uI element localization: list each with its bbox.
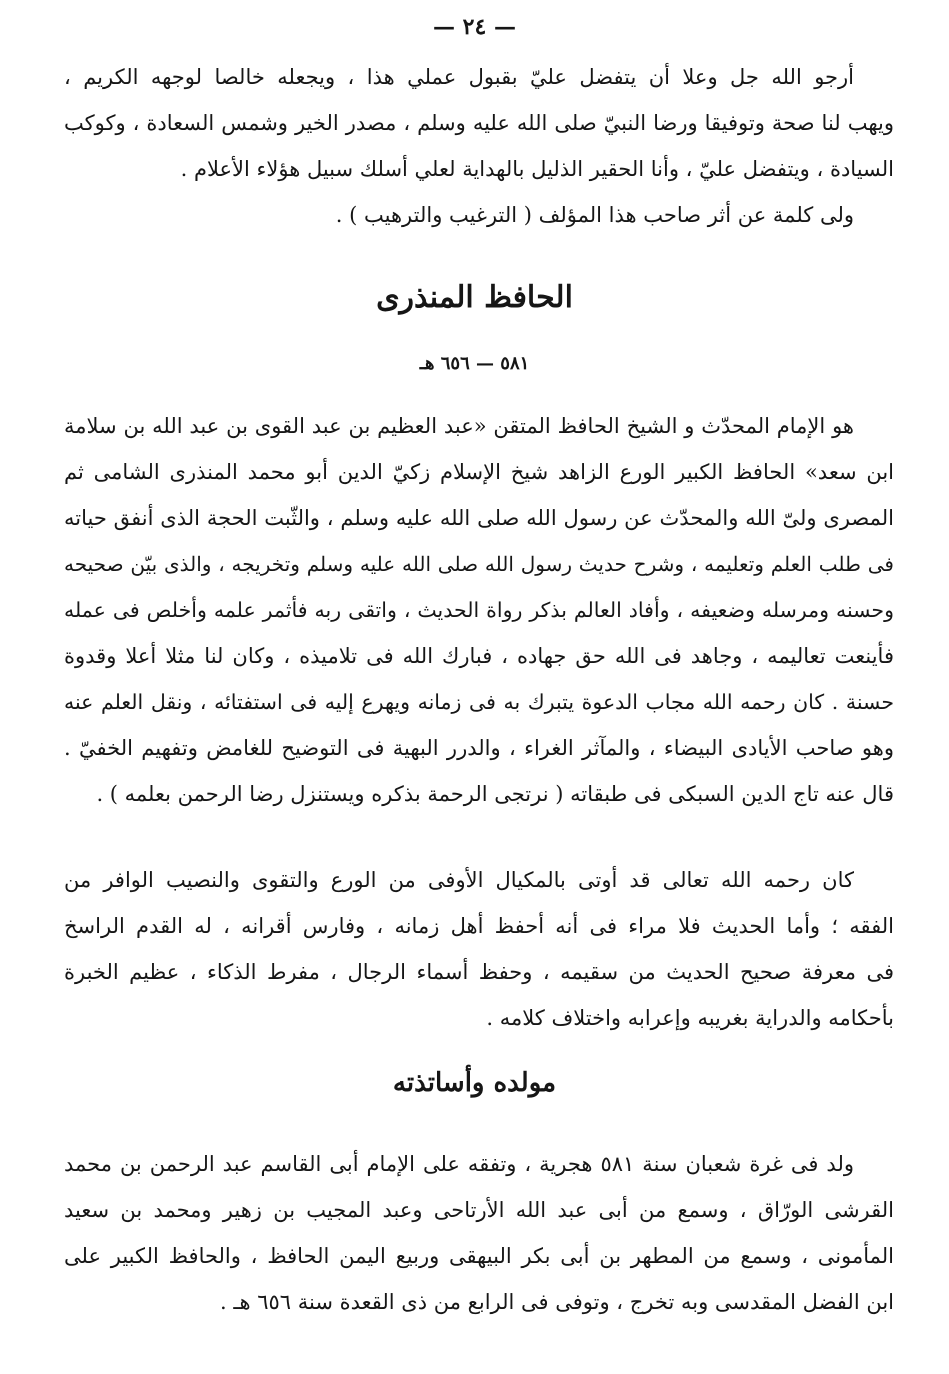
text-line: وهو صاحب الأيادى البيضاء ، والمآثر الغراء ، والدرر البهية فى التوضيح للغامض وتفهيم الخفيّ . (64, 736, 894, 760)
text-line: فى معرفة صحيح الحديث من سقيمه ، وحفظ أسماء الرجال ، مفرط الذكاء ، عظيم الخبرة (64, 960, 894, 984)
text-line: فأينعت تعاليمه ، وجاهد فى الله حق جهاده ، فبارك الله فى تلاميذه ، وكان لنا مثلا أعلا وقدوة (64, 644, 894, 668)
intro-paragraph (64, 54, 894, 238)
section-title: الحافظ المنذرى (376, 280, 573, 315)
text-line: أرجو الله جل وعلا أن يتفضل عليّ بقبول عملي هذا ، ويجعله خالصا لوجهه الكريم ، (64, 65, 854, 89)
text-line: بأحكامه والدراية بغريبه وإعرابه واختلاف كلامه . (486, 1006, 894, 1030)
text-line: كان رحمه الله تعالى قد أوتى بالمكيال الأوفى من الورع والتقوى والنصيب الوافر من (64, 868, 854, 892)
text-line: ويهب لنا صحة وتوفيقا ورضا النبيّ صلى الله عليه وسلم ، مصدر الخير وشمس السعادة ، وكوكب (64, 111, 894, 135)
text-line: ابن الفضل المقدسى وبه تخرج ، وتوفى فى الرابع من ذى القعدة سنة ٦٥٦ هـ . (219, 1290, 894, 1314)
text-line: وحسنه ومرسله وضعيفه ، وأفاد العالم بذكر رواة الحديث ، واتقى ربه فأثمر علمه وأخلص فى عمله (64, 598, 894, 622)
subsection-title: مولده وأساتذته (392, 1068, 557, 1098)
text-line: المأمونى ، وسمع من المطهر بن أبى بكر البيهقى وربيع اليمن الحافظ ، والحافظ الكبير على (64, 1244, 894, 1268)
text-line: هو الإمام المحدّث و الشيخ الحافظ المتقن «عبد العظيم بن عبد القوى بن عبد الله بن سلامة (64, 414, 854, 438)
qualities-paragraph (64, 857, 894, 1041)
text-line: المصرى ولىّ الله والمحدّث عن رسول الله صلى الله عليه وسلم ، والثّبت الحجة الذى أنفق حياته (64, 506, 894, 530)
birth-paragraph (64, 1141, 894, 1325)
text-line: الفقه ؛ وأما الحديث فلا مراء فى أنه أحفظ أهل زمانه ، وفارس أقرانه ، له القدم الراسخ (64, 914, 894, 938)
text-line: ولى كلمة عن أثر صاحب هذا المؤلف ( الترغيب والترهيب ) . (335, 203, 854, 227)
page-number: — ٢٤ — (433, 14, 516, 40)
text-line: قال عنه تاج الدين السبكى فى طبقاته ( نرتجى الرحمة بذكره ويستنزل رضا الرحمن بعلمه ) . (96, 782, 894, 806)
text-line: ولد فى غرة شعبان سنة ٥٨١ هجرية ، وتفقه على الإمام أبى القاسم عبد الرحمن بن محمد (64, 1152, 854, 1176)
biography-paragraph (64, 403, 894, 817)
text-line: السيادة ، ويتفضل عليّ ، وأنا الحقير الذليل بالهداية لعلي أسلك سبيل هؤلاء الأعلام . (180, 157, 894, 181)
text-line: ابن سعد» الحافظ الكبير الورع الزاهد شيخ الإسلام زكيّ الدين أبو محمد المنذرى الشامى ثم (64, 460, 894, 484)
section-dates: ٥٨١ — ٦٥٦ هـ (419, 353, 530, 374)
text-line: القرشى الورّاق ، وسمع من أبى عبد الله الأرتاحى وعبد المجيب بن زهير ومحمد بن سعيد (64, 1198, 894, 1222)
text-line: حسنة . كان رحمه الله مجاب الدعوة يتبرك به فى زمانه ويهرع إليه فى استفتائه ، ونقل العلم عنه (64, 690, 894, 714)
text-line: فى طلب العلم وتعليمه ، وشرح حديث رسول الله صلى الله عليه وسلم وتخريجه ، والذى بيّن صحيحه (64, 552, 894, 576)
